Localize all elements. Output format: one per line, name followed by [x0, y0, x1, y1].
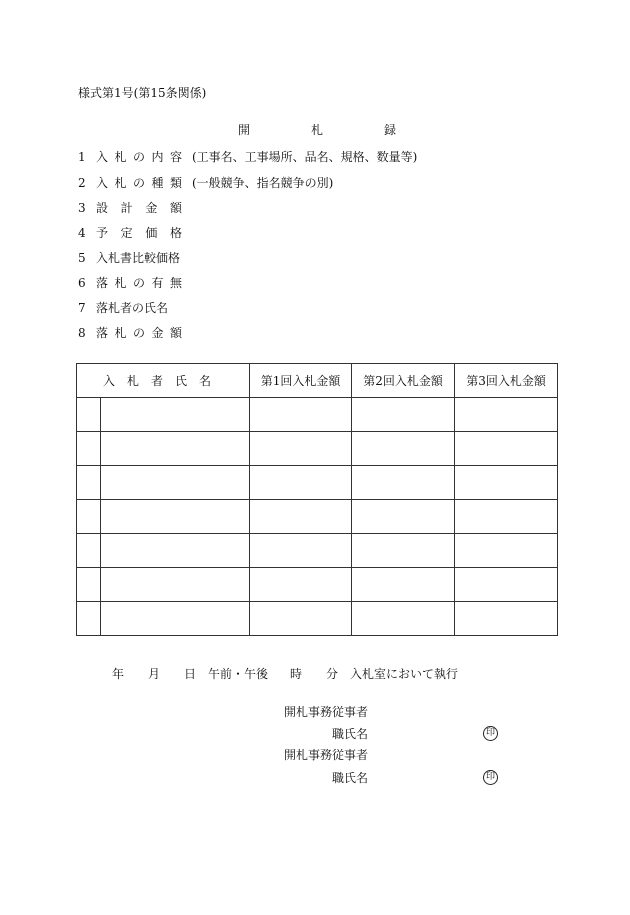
- header-bidder-name: [77, 364, 250, 398]
- item-label: 入札書比較価格: [96, 251, 181, 265]
- item-number: 2: [78, 176, 86, 190]
- round-3-amount-cell[interactable]: [455, 466, 558, 500]
- item-number: 8: [78, 326, 86, 340]
- table-header-row: [77, 364, 558, 398]
- exec-day: 日: [184, 667, 197, 681]
- label-char: 計: [120, 201, 133, 215]
- table-row: [77, 466, 558, 500]
- item-label: 落札者の氏名: [96, 301, 169, 315]
- round-3-amount-cell[interactable]: [455, 602, 558, 636]
- item-number: 6: [78, 276, 86, 290]
- bidder-name-cell[interactable]: [101, 568, 250, 602]
- row-number-cell[interactable]: [77, 534, 101, 568]
- round-1-amount-cell[interactable]: [250, 500, 352, 534]
- label-char: 札: [114, 326, 127, 340]
- label-char: 金: [151, 326, 164, 340]
- item-number: 1: [78, 150, 86, 164]
- round-2-amount-cell[interactable]: [352, 534, 455, 568]
- exec-month: 月: [148, 667, 161, 681]
- label-char: 入: [96, 150, 109, 164]
- label-char: 格: [169, 226, 182, 240]
- label-char: 価: [145, 226, 158, 240]
- table-row: [77, 568, 558, 602]
- item-note: (一般競争、指名競争の別): [192, 176, 334, 190]
- item-number: 5: [78, 251, 86, 265]
- round-2-amount-cell[interactable]: [352, 500, 455, 534]
- round-2-amount-cell[interactable]: [352, 432, 455, 466]
- item-label: [96, 226, 182, 240]
- round-3-amount-cell[interactable]: [455, 500, 558, 534]
- row-number-cell[interactable]: [77, 432, 101, 466]
- signature-name-label-1: 職氏名: [332, 727, 369, 741]
- round-2-amount-cell[interactable]: [352, 398, 455, 432]
- title-char-2: 札: [311, 123, 324, 137]
- round-2-amount-cell[interactable]: [352, 466, 455, 500]
- label-char: の: [132, 150, 145, 164]
- item-note: (工事名、工事場所、品名、規格、数量等): [192, 150, 418, 164]
- form-number: 様式第1号(第15条関係): [78, 86, 207, 100]
- round-2-amount-cell[interactable]: [352, 568, 455, 602]
- label-char: 有: [151, 276, 164, 290]
- label-char: 設: [96, 201, 109, 215]
- label-char: 額: [169, 201, 182, 215]
- bidder-name-cell[interactable]: [101, 466, 250, 500]
- row-number-cell[interactable]: [77, 466, 101, 500]
- round-1-amount-cell[interactable]: [250, 398, 352, 432]
- exec-minute: 分: [326, 667, 339, 681]
- bidder-name-cell[interactable]: [101, 500, 250, 534]
- row-number-cell[interactable]: [77, 500, 101, 534]
- label-char: 入: [96, 176, 109, 190]
- label-char: 類: [169, 176, 182, 190]
- label-char: の: [132, 176, 145, 190]
- label-char: 定: [120, 226, 133, 240]
- item-number: 3: [78, 201, 86, 215]
- table-row: [77, 602, 558, 636]
- label-char: の: [132, 326, 145, 340]
- round-1-amount-cell[interactable]: [250, 432, 352, 466]
- label-char: 札: [114, 276, 127, 290]
- label-char: 無: [169, 276, 182, 290]
- item-label: [96, 326, 182, 340]
- round-1-amount-cell[interactable]: [250, 466, 352, 500]
- table-row: [77, 432, 558, 466]
- header-round-2: 第2回入札金額: [352, 364, 455, 398]
- header-bidder-name-text: 入札者氏名: [103, 374, 224, 388]
- round-3-amount-cell[interactable]: [455, 534, 558, 568]
- bidder-name-cell[interactable]: [101, 602, 250, 636]
- label-char: 容: [169, 150, 182, 164]
- label-char: 種: [151, 176, 164, 190]
- signature-role-2: 開札事務従事者: [284, 748, 369, 762]
- header-round-3: 第3回入札金額: [455, 364, 558, 398]
- table-row: [77, 500, 558, 534]
- round-1-amount-cell[interactable]: [250, 534, 352, 568]
- title-char-1: 開: [238, 123, 251, 137]
- bidder-name-cell[interactable]: [101, 432, 250, 466]
- item-label: [96, 201, 182, 215]
- item-number: 4: [78, 226, 86, 240]
- item-label: [96, 176, 182, 190]
- table-row: [77, 398, 558, 432]
- label-char: 予: [96, 226, 109, 240]
- label-char: 落: [96, 276, 109, 290]
- seal-icon: 印: [483, 726, 498, 741]
- row-number-cell[interactable]: [77, 398, 101, 432]
- header-round-1: 第1回入札金額: [250, 364, 352, 398]
- label-char: 額: [169, 326, 182, 340]
- exec-year: 年: [112, 667, 125, 681]
- round-1-amount-cell[interactable]: [250, 602, 352, 636]
- bidder-name-cell[interactable]: [101, 534, 250, 568]
- round-3-amount-cell[interactable]: [455, 568, 558, 602]
- label-char: 金: [145, 201, 158, 215]
- label-char: 札: [114, 150, 127, 164]
- bid-table: [76, 363, 558, 636]
- title-char-3: 録: [384, 123, 397, 137]
- signature-name-label-2: 職氏名: [332, 771, 369, 785]
- item-label: [96, 276, 182, 290]
- table-row: [77, 534, 558, 568]
- bidder-name-cell[interactable]: [101, 398, 250, 432]
- exec-ampm: 午前・午後: [208, 667, 269, 681]
- label-char: 札: [114, 176, 127, 190]
- signature-role-1: 開札事務従事者: [284, 705, 369, 719]
- label-char: 内: [151, 150, 164, 164]
- round-3-amount-cell[interactable]: [455, 398, 558, 432]
- round-1-amount-cell[interactable]: [250, 568, 352, 602]
- round-2-amount-cell[interactable]: [352, 602, 455, 636]
- label-char: 落: [96, 326, 109, 340]
- seal-icon: 印: [483, 770, 498, 785]
- exec-place: 入札室において執行: [350, 667, 459, 681]
- label-char: の: [132, 276, 145, 290]
- item-number: 7: [78, 301, 86, 315]
- row-number-cell[interactable]: [77, 602, 101, 636]
- exec-hour: 時: [290, 667, 303, 681]
- item-label: [96, 150, 182, 164]
- row-number-cell[interactable]: [77, 568, 101, 602]
- round-3-amount-cell[interactable]: [455, 432, 558, 466]
